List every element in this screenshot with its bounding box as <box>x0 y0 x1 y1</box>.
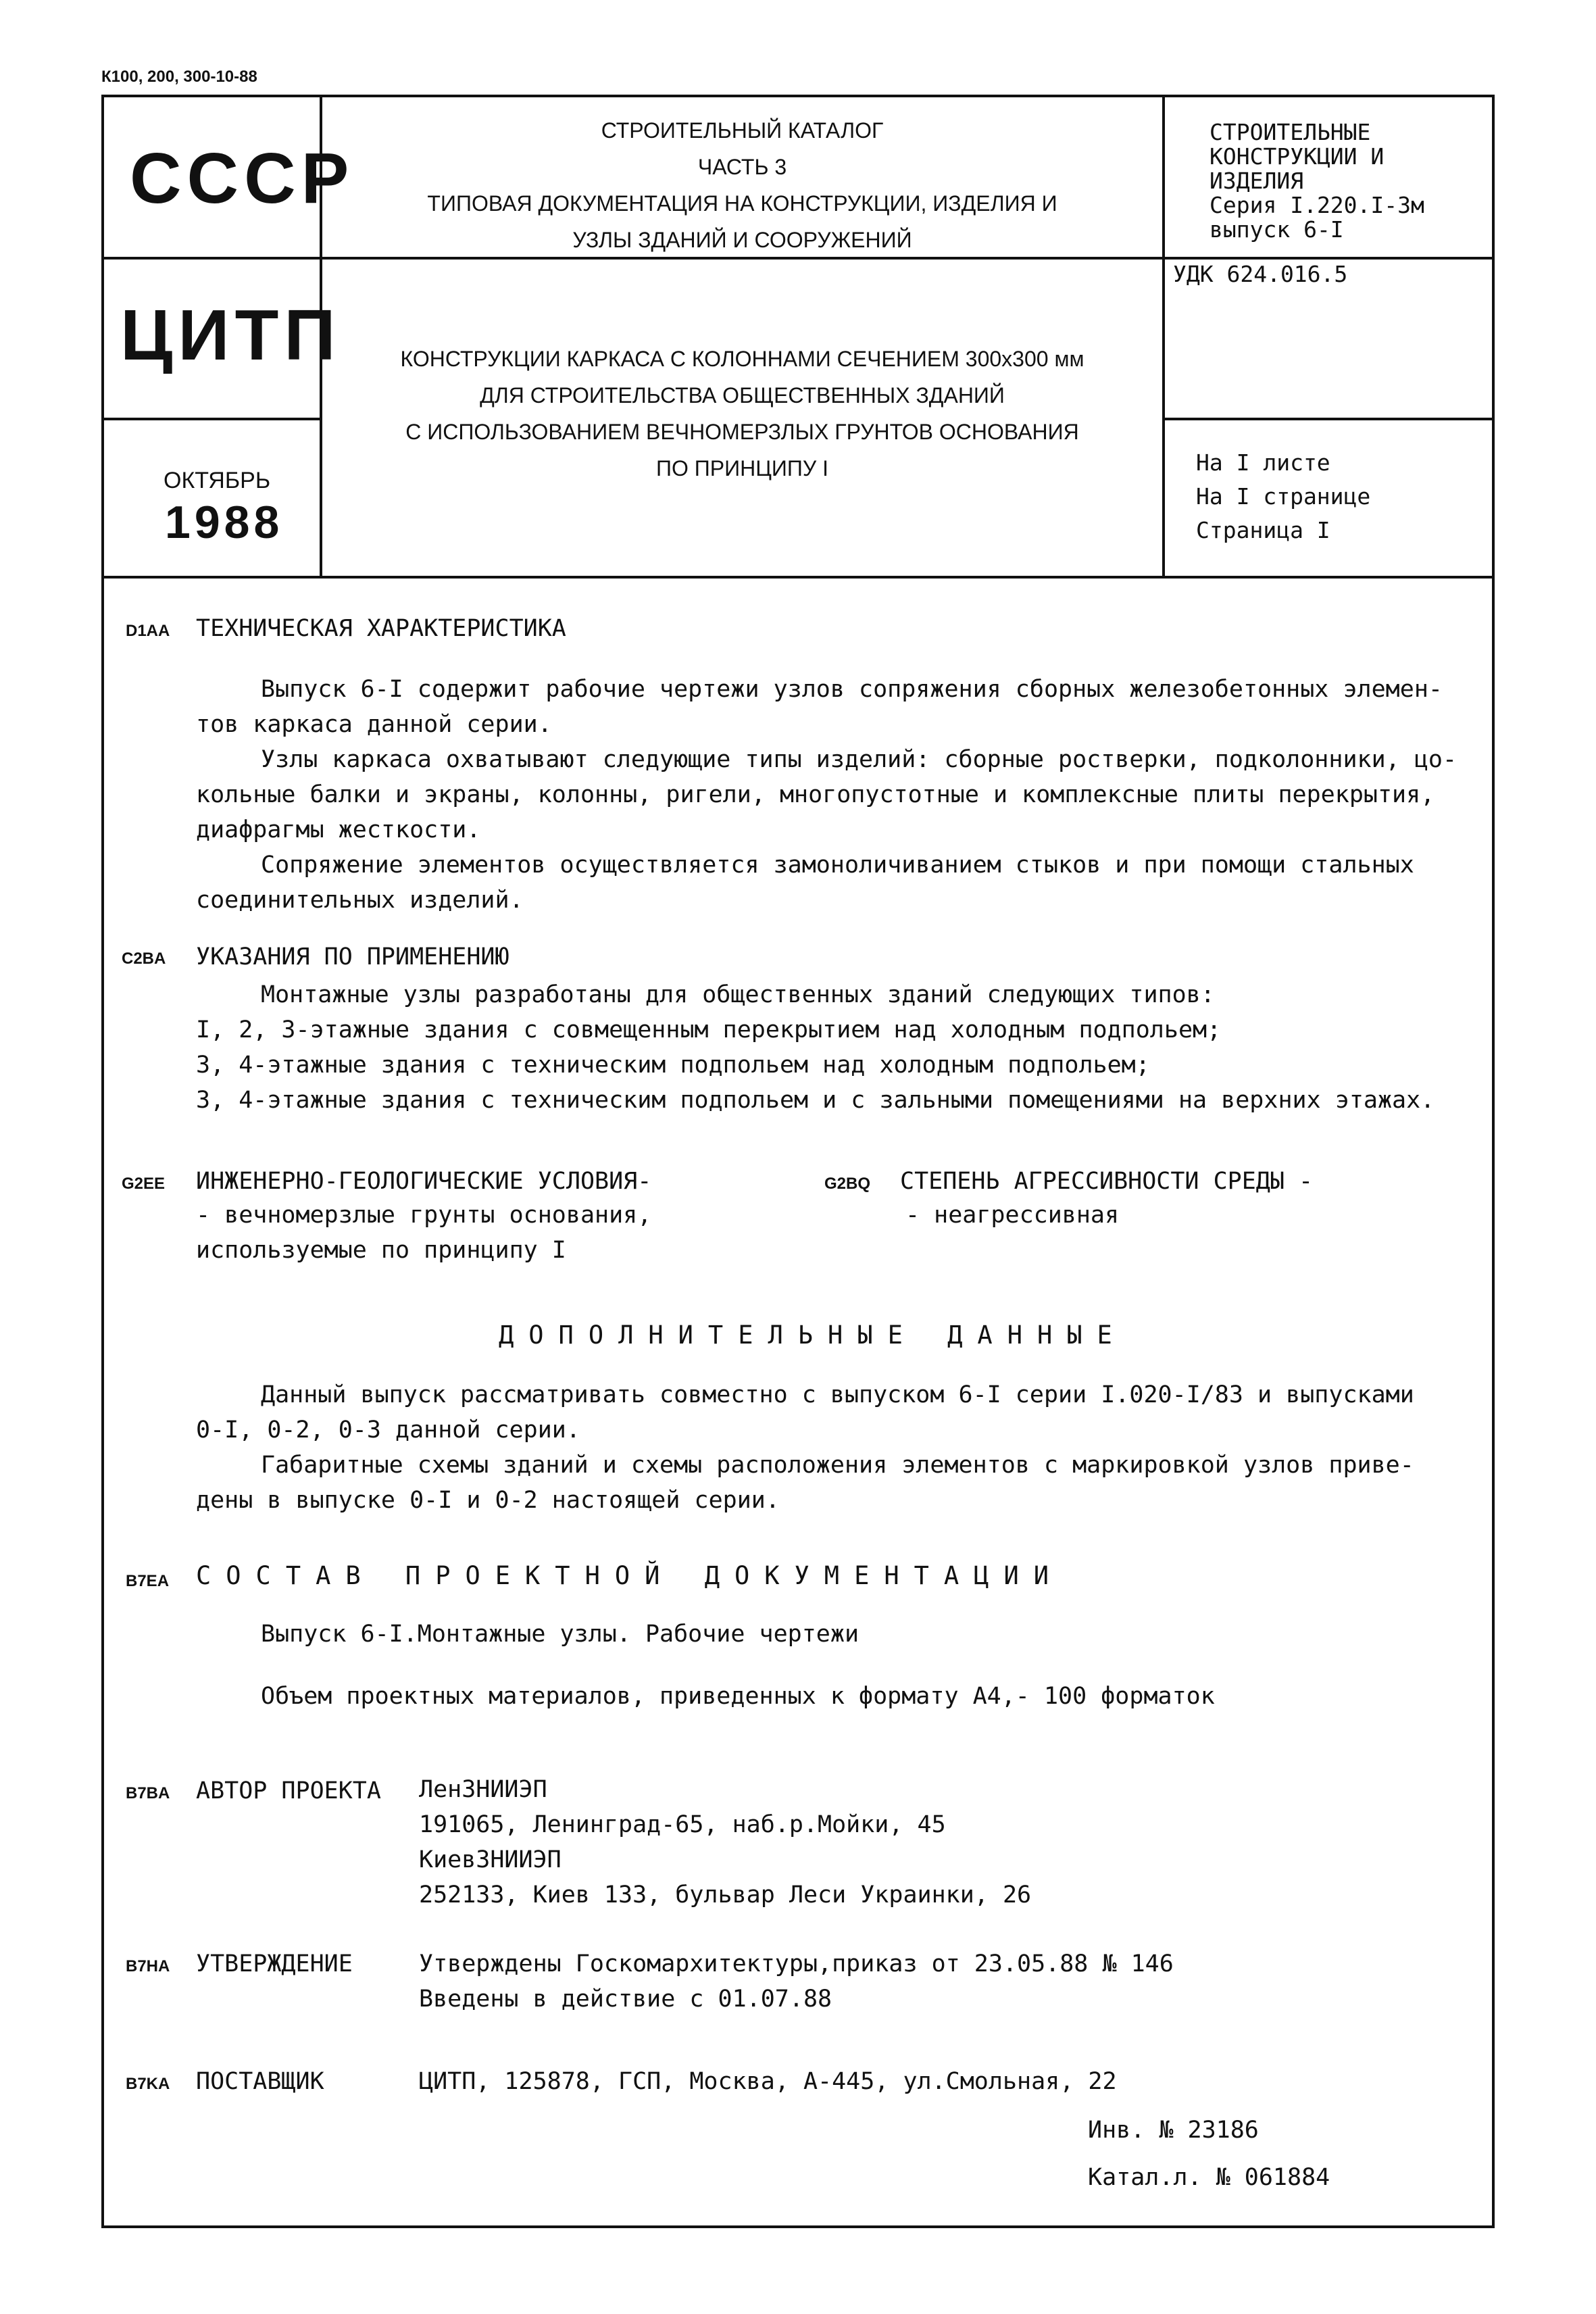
section-title-approval: УТВЕРЖДЕНИЕ <box>196 1950 353 1977</box>
author-text: ЛенЗНИИЭП 191065, Ленинград-65, наб.р.Мойки, 45 КиевЗНИИЭП 252133, Киев 133, бульвар Леси Украинки, 26 <box>419 1776 1032 1909</box>
approval-text: Утверждены Госкомархитектуры,приказ от 23.05.88 № 146 Введены в действие с 01.07.88 <box>419 1950 1174 2013</box>
header-bottom <box>101 576 1495 578</box>
org-ussr: СССР <box>130 139 355 218</box>
section-code-approval: B7HA <box>126 1957 170 1975</box>
catalog-heading: СТРОИТЕЛЬНЫЙ КАТАЛОГ ЧАСТЬ 3 ТИПОВАЯ ДОКУМЕНТАЦИЯ НА КОНСТРУКЦИИ, ИЗДЕЛИЯ И УЗЛЫ ЗДАНИЙ И СООРУЖЕНИЙ <box>427 118 1057 252</box>
section-title-aggr: СТЕПЕНЬ АГРЕССИВНОСТИ СРЕДЫ - <box>900 1168 1314 1195</box>
section-title-supplier: ПОСТАВЩИК <box>196 2068 324 2095</box>
inventory-number: Инв. № 23186 <box>1088 2117 1259 2144</box>
composition-volume-2: Объем проектных материалов, приведенных к формату А4,- 100 форматок <box>261 1683 1215 1710</box>
issue-month: ОКТЯБРЬ <box>164 468 271 493</box>
issue-year: 1988 <box>165 497 284 548</box>
header-divider-left <box>101 418 320 420</box>
header-col-2 <box>1162 95 1165 578</box>
catalog-sheet-number: Катал.л. № 061884 <box>1088 2164 1330 2191</box>
section-code-tech: D1AA <box>126 622 170 640</box>
aggr-text: - неагрессивная <box>905 1202 1120 1229</box>
section-title-usage: УКАЗАНИЯ ПО ПРИМЕНЕНИЮ <box>196 943 509 970</box>
document-title: КОНСТРУКЦИИ КАРКАСА С КОЛОННАМИ СЕЧЕНИЕМ 300х300 мм ДЛЯ СТРОИТЕЛЬСТВА ОБЩЕСТВЕННЫХ ЗДАНИЙ С ИСПОЛЬЗОВАНИЕМ ВЕЧНОМЕРЗЛЫХ ГРУНТОВ ОСНОВАНИЯ ПО ПРИНЦИПУ I <box>400 347 1084 481</box>
extra-text: Данный выпуск рассматривать совместно с выпуском 6-I серии I.020-I/83 и выпусками 0-I, 0-2, 0-3 данной серии. Габаритные схемы зданий и схемы расположения элементов с маркировкой узлов приве- дены в выпуске 0-I и 0-2 настоящей серии. <box>196 1381 1414 1514</box>
section-title-composition: СОСТАВ ПРОЕКТНОЙ ДОКУМЕНТАЦИИ <box>196 1561 1064 1590</box>
section-title-author: АВТОР ПРОЕКТА <box>196 1777 381 1804</box>
series-info: СТРОИТЕЛЬНЫЕ КОНСТРУКЦИИ И ИЗДЕЛИЯ Серия I.220.I-3м выпуск 6-I <box>1210 119 1424 243</box>
section-code-supplier: B7KA <box>126 2075 170 2093</box>
document-code: К100, 200, 300-10-88 <box>101 68 257 86</box>
section-title-geo: ИНЖЕНЕРНО-ГЕОЛОГИЧЕСКИЕ УСЛОВИЯ- <box>196 1168 652 1195</box>
udk-code: УДК 624.016.5 <box>1173 261 1348 287</box>
section-code-aggr: G2BQ <box>824 1175 871 1193</box>
sheet-info: На I листе На I странице Страница I <box>1196 449 1371 543</box>
header-divider-right <box>1162 418 1495 420</box>
section-title-extra: ДОПОЛНИТЕЛЬНЫЕ ДАННЫЕ <box>499 1321 1127 1350</box>
composition-volume-1: Выпуск 6-I.Монтажные узлы. Рабочие чертежи <box>261 1621 859 1648</box>
section-code-author: B7BA <box>126 1784 170 1802</box>
tech-text: Выпуск 6-I содержит рабочие чертежи узлов сопряжения сборных железобетонных элемен- тов каркаса данной серии. Узлы каркаса охватывают следующие типы изделий: сборные ростверки, подколонники, цо- кольные балки и экраны, колонны, ригели, многопустотные и комплексные плиты перекрытия, диафрагмы жесткости. Сопряжение элементов осуществляется замоноличиванием стыков и при помощи стальных соединительных изделий. <box>196 676 1457 914</box>
section-code-composition: B7EA <box>126 1572 170 1590</box>
section-title-tech: ТЕХНИЧЕСКАЯ ХАРАКТЕРИСТИКА <box>196 615 566 642</box>
section-code-usage: C2BA <box>122 950 166 968</box>
geo-text: - вечномерзлые грунты основания, используемые по принципу I <box>196 1202 652 1264</box>
section-code-geo: G2EE <box>122 1175 166 1193</box>
supplier-text: ЦИТП, 125878, ГСП, Москва, А-445, ул.Смольная, 22 <box>419 2068 1117 2095</box>
org-citp: ЦИТП <box>120 295 341 375</box>
usage-text: Монтажные узлы разработаны для общественных зданий следующих типов: I, 2, 3-этажные здания с совмещенным перекрытием над холодным подпольем; 3, 4-этажные здания с техническим подпольем над холодным подпольем; 3, 4-этажные здания с техническим подпольем и с зальными помещениями на верхних этажах. <box>196 981 1435 1114</box>
